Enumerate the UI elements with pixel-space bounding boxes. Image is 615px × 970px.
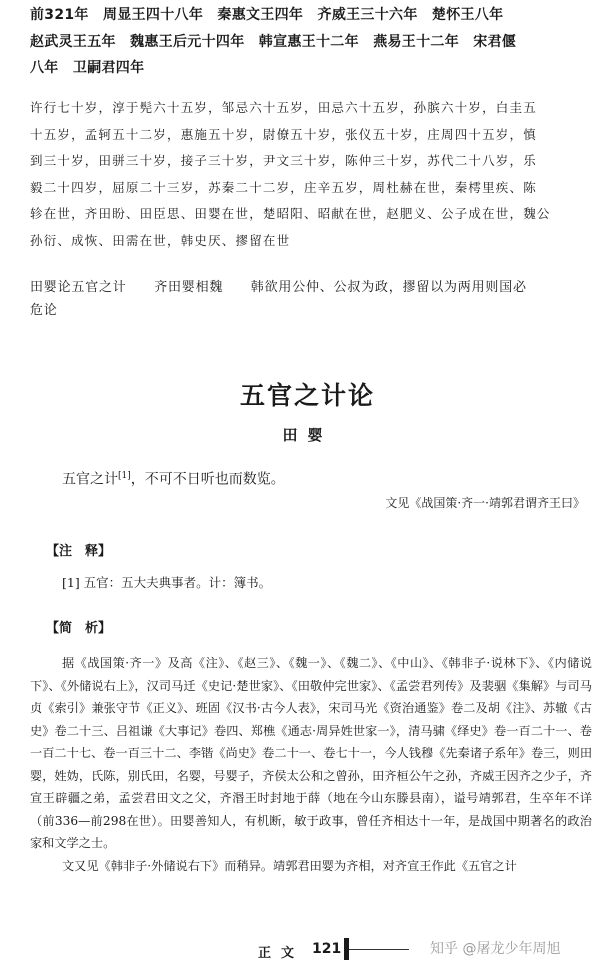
article-text-start: 五官之计 bbox=[62, 471, 118, 488]
topics-line: 田婴论五官之计 齐田婴相魏 韩欲用公仲、公叔为政，摎留以为两用则国必 bbox=[30, 280, 527, 295]
chronology-line: 八年 卫嗣君四年 bbox=[30, 60, 145, 76]
page-number: 121 bbox=[312, 941, 342, 957]
analysis-line: 公和之曾孙，田齐桓公午之孙，齐威王因齐之少子，齐宣王辟疆之弟，孟尝君田文之父，齐湣王 bbox=[30, 768, 592, 805]
contemporaries-line: 轸在世，齐田盼、田臣思、田婴在世，楚昭阳、昭献在世，赵肥义、公子成在世，魏公 bbox=[30, 206, 551, 221]
footer-section-label: 正文 bbox=[258, 946, 305, 961]
footer-rule bbox=[349, 949, 409, 950]
analysis-line: 一》，清马骕《绎史》卷一百二十一、卷一百二十七、卷一百三十二、李锴《尚史》卷二十一、卷 bbox=[30, 723, 592, 760]
contemporaries-line: 到三十岁，田骈三十岁，接子三十岁，尹文三十岁，陈仲三十岁，苏代二十八岁，乐 bbox=[30, 153, 537, 168]
chronology-header bbox=[30, 2, 590, 82]
analysis-line: 裴骃《集解》与司马贞《索引》兼张守节《正义》、班固《汉书·古今人表》，宋司马光《资治通 bbox=[30, 678, 592, 715]
notes-heading: 【注 释】 bbox=[46, 544, 112, 559]
analysis-line: 七十一，今人钱穆《先秦诸子系年》卷三，则田婴，姓妫，氏陈，别氏田，名婴，号婴子，齐侯太 bbox=[30, 746, 593, 783]
source-citation: 文见《战国策·齐一·靖郭君谓齐王曰》 bbox=[385, 496, 585, 510]
note-item: [1] 五官：五大夫典事者。计：簿书。 bbox=[62, 575, 272, 590]
contemporaries-line: 许行七十岁，淳于髡六十五岁，邹忌六十五岁，田忌六十五岁，孙膑六十岁，白圭五 bbox=[30, 100, 537, 115]
contemporaries-line: 孙衍、成恢、田需在世，韩史厌、摎留在世 bbox=[30, 232, 291, 248]
analysis-paragraph bbox=[30, 652, 592, 855]
analysis-body bbox=[30, 652, 592, 877]
analysis-line: 知人，有机断，敏于政事，曾任齐相达十一年，是战国中期著名的政治家和文学之士。 bbox=[30, 813, 592, 850]
contemporaries-line: 毅二十四岁，屈原二十三岁，苏秦二十二岁，庄辛五岁，周杜赫在世，秦樗里疾、陈 bbox=[30, 179, 537, 195]
article-text bbox=[62, 465, 592, 491]
note-reference[interactable]: [1] bbox=[118, 471, 131, 481]
article-title: 五官之计论 bbox=[239, 381, 375, 410]
contemporaries-line: 十五岁，孟轲五十二岁，惠施五十岁，尉僚五十岁，张仪五十岁，庄周四十五岁，慎 bbox=[30, 126, 537, 142]
analysis-paragraph: 文又见《韩非子·外储说右下》而稍异。靖郭君田婴为齐相，对齐宣王作此《五官之计 bbox=[62, 858, 517, 873]
contemporaries-list bbox=[30, 95, 590, 254]
analysis-line: 据《战国策·齐一》及高《注》、《赵三》、《魏一》、《魏二》、《中山》、《韩非子·说林下》、 bbox=[62, 656, 548, 670]
watermark: 知乎 @屠龙少年周旭 bbox=[430, 941, 561, 957]
analysis-line: 时封地于薛（地在今山东滕县南），谥号靖郭君，生卒年不详（前336—前298在世）。田婴善 bbox=[30, 791, 592, 828]
chronology-line: 赵武灵王五年 魏惠王后元十四年 韩宣惠王十二年 燕易王十二年 宋君偃 bbox=[30, 33, 517, 50]
analysis-line: 鉴》卷二及胡《注》、苏辙《古史》卷二十三、吕祖谦《大事记》卷四、郑樵《通志·周异姓世家 bbox=[30, 701, 592, 738]
topics-line: 危论 bbox=[30, 303, 58, 318]
analysis-heading: 【简 析】 bbox=[46, 621, 112, 636]
article-author: 田婴 bbox=[282, 426, 333, 444]
analysis-line: 《内储说下》、《外储说右上》，汉司马迁《史记·楚世家》、《田敬仲完世家》、《孟尝君列传》及 bbox=[30, 656, 592, 693]
article-text-end: ，不可不日听也而数览。 bbox=[130, 471, 285, 488]
topics-list bbox=[30, 276, 590, 322]
chronology-line: 前321年 周显王四十八年 秦惠文王四年 齐威王三十六年 楚怀王八年 bbox=[30, 7, 504, 23]
